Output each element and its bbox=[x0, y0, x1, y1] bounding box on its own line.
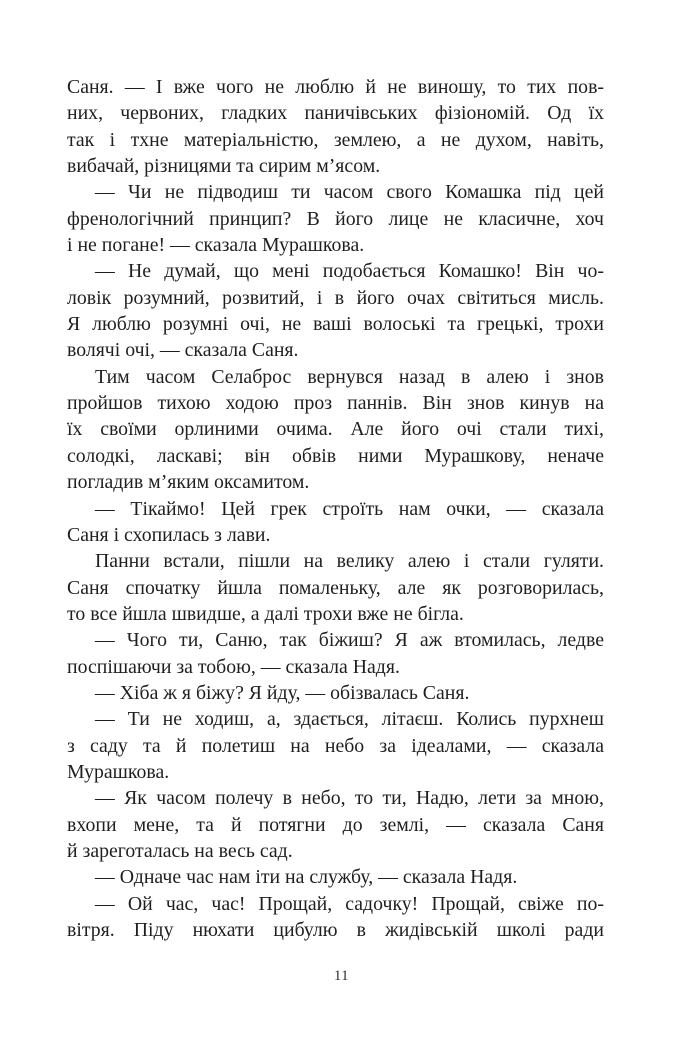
text-line: Тим часом Селаброс вернувся назад в алею і знов bbox=[95, 365, 604, 388]
text-line: — Чого ти, Саню, так біжиш? Я аж втомилась, ледве bbox=[95, 629, 604, 652]
text-line: їх своїми орлиними очима. Але його очі стали тихі, bbox=[67, 418, 604, 441]
text-line: з саду та й полетиш на небо за ідеалами, — сказала bbox=[67, 734, 604, 757]
text-line: і не погане! — сказала Мурашкова. bbox=[67, 234, 365, 257]
text-line: поспішаючи за тобою, — сказала Надя. bbox=[67, 655, 400, 678]
text-line: вхопи мене, та й потягни до землі, — сказала Саня bbox=[67, 813, 604, 836]
page-text-block bbox=[67, 74, 604, 943]
text-line: — Не думай, що мені подобається Комашко! Він чо- bbox=[95, 260, 604, 283]
text-line: вибачай, різницями та сирим м’ясом. bbox=[67, 155, 381, 178]
text-line: так і тхне матеріальністю, землею, а не духом, навіть, bbox=[67, 128, 604, 151]
text-line: Панни встали, пішли на велику алею і стали гуляти. bbox=[95, 550, 604, 573]
text-line: пройшов тихою ходою проз паннів. Він знов кинув на bbox=[67, 392, 604, 415]
text-line: ловік розумний, розвитий, і в його очах світиться мисль. bbox=[67, 286, 604, 309]
text-line: погладив м’яким оксамитом. bbox=[67, 471, 310, 494]
text-line: вітря. Піду нюхати цибулю в жидівській школі ради bbox=[67, 919, 604, 941]
text-line: — Як часом полечу в небо, то ти, Надю, лети за мною, bbox=[95, 787, 604, 810]
text-line: — Тікаймо! Цей грек строїть нам очки, — сказала bbox=[95, 497, 604, 520]
text-line: волячі очі, — сказала Саня. bbox=[67, 339, 299, 362]
text-line: них, червоних, гладких паничівських фізіономій. Од їх bbox=[67, 102, 604, 125]
text-line: — Ой час, час! Прощай, садочку! Прощай, свіже по- bbox=[95, 892, 604, 915]
text-line: й зареготалась на весь сад. bbox=[67, 839, 293, 862]
text-line: солодкі, ласкаві; він обвів ними Мурашкову, неначе bbox=[67, 444, 604, 467]
page-number: 11 bbox=[334, 968, 349, 984]
text-line: — Хіба ж я біжу? Я йду, — обізвалась Саня. bbox=[95, 681, 470, 704]
text-line: — Одначе час нам іти на службу, — сказала Надя. bbox=[95, 866, 518, 889]
text-line: Я люблю розумні очі, не ваші волоські та грецькі, трохи bbox=[67, 313, 604, 336]
text-line: — Чи не підводиш ти часом свого Комашка під цей bbox=[95, 181, 604, 204]
text-line: — Ти не ходиш, а, здається, літаєш. Колись пурхнеш bbox=[95, 708, 604, 731]
text-line: Саня і схопилась з лави. bbox=[67, 523, 271, 546]
text-line: Саня спочатку йшла помаленьку, але як розговорилась, bbox=[67, 576, 604, 599]
text-line: то все йшла швидше, а далі трохи вже не бігла. bbox=[67, 602, 464, 625]
text-line: Саня. — І вже чого не люблю й не виношу, то тих пов- bbox=[67, 76, 604, 98]
text-line: Мурашкова. bbox=[67, 760, 170, 783]
text-line: френологічний принцип? В його лице не класичне, хоч bbox=[67, 207, 604, 230]
